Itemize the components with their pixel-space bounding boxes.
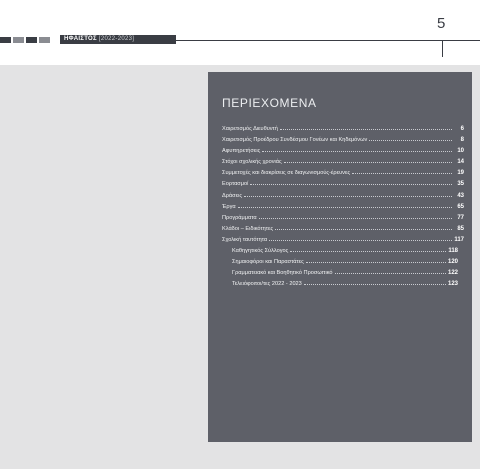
toc-list [222, 126, 464, 292]
toc-entry-page: 85 [457, 225, 464, 232]
toc-leader-dots [244, 196, 452, 197]
toc-leader-dots [280, 129, 452, 130]
toc-entry-page: 43 [457, 192, 464, 199]
toc-entry-label: Προγράμματα [222, 214, 257, 221]
header-bar-segment [39, 37, 50, 43]
toc-leader-dots [335, 273, 446, 274]
header-rule [176, 40, 480, 41]
toc-leader-dots [284, 162, 452, 163]
toc-subentry-page: 123 [447, 281, 458, 288]
toc-entry[interactable] [222, 159, 464, 170]
toc-subentry-page: 118 [448, 248, 458, 255]
toc-subentry-page: 120 [447, 259, 458, 266]
toc-subentry[interactable] [222, 270, 458, 281]
toc-leader-dots [290, 251, 446, 252]
toc-leader-dots [306, 262, 446, 263]
toc-subentry[interactable] [222, 259, 458, 270]
toc-leader-dots [352, 173, 452, 174]
publication-years: [2022-2023] [98, 36, 135, 42]
toc-entry-page: 19 [457, 170, 464, 177]
toc-entry[interactable] [222, 181, 464, 192]
toc-entry[interactable] [222, 215, 464, 226]
toc-entry[interactable] [222, 148, 464, 159]
page-number-tick [442, 41, 443, 57]
toc-entry[interactable] [222, 226, 464, 237]
toc-entry-label: Συμμετοχές και διακρίσεις σε διαγωνισμούς-έρευνες [222, 170, 351, 177]
toc-subentry-label: Τελειόφοιτοι/τες 2022 - 2023 [232, 281, 302, 288]
toc-leader-dots [304, 284, 446, 285]
toc-leader-dots [262, 151, 452, 152]
toc-entry-label: Έργα [222, 203, 236, 210]
toc-entry[interactable] [222, 237, 464, 248]
toc-leader-dots [369, 140, 452, 141]
toc-entry-label: Στόχοι σχολικής χρονιάς [222, 159, 282, 166]
toc-entry[interactable] [222, 126, 464, 137]
toc-entry-page: 35 [457, 181, 464, 188]
toc-entry-page: 8 [460, 137, 464, 144]
toc-entry-label: Δράσεις [222, 192, 243, 199]
toc-entry-label: Χαιρετισμός Διευθυντή [222, 126, 278, 132]
toc-entry[interactable] [222, 204, 464, 215]
toc-subentry-label: Γραμματειακό και Βοηθητικό Προσωπικό [232, 270, 333, 277]
toc-entry-page: 65 [457, 203, 464, 210]
toc-leader-dots [275, 229, 452, 230]
toc-entry-page: 6 [460, 126, 464, 132]
toc-entry-page: 14 [457, 159, 464, 166]
toc-leader-dots [269, 240, 452, 241]
toc-subentry[interactable] [222, 281, 458, 292]
toc-entry-label: Κλάδοι – Ειδικότητες [222, 225, 274, 232]
header-bar-segment [26, 37, 37, 43]
toc-entry-label: Αφυπηρετήσεις [222, 148, 261, 155]
toc-entry-label: Χαιρετισμός Προέδρου Συνδέσμου Γονέων και Κηδεμόνων [222, 137, 368, 144]
toc-subentry-label: Καθηγητικός Σύλλογος [232, 248, 289, 255]
toc-subentry-label: Σημαιοφόροι και Παραστάτες [232, 259, 304, 266]
toc-entry-page: 117 [454, 236, 464, 243]
toc-entry-label: Εορτασμοί [222, 181, 249, 188]
toc-subentry[interactable] [222, 248, 458, 259]
toc-entry[interactable] [222, 170, 464, 181]
toc-entry-page: 77 [457, 214, 464, 221]
toc-entry[interactable] [222, 137, 464, 148]
toc-leader-dots [259, 218, 452, 219]
toc-leader-dots [238, 207, 452, 208]
toc-heading: ΠΕΡΙΕΧΟΜΕΝΑ [222, 96, 317, 110]
publication-title: ΗΦΑΙΣΤΟΣ [64, 36, 97, 42]
toc-entry[interactable] [222, 193, 464, 204]
toc-entry-label: Σχολική ταυτότητα [222, 236, 268, 243]
header-bar-segment [13, 37, 24, 43]
table-of-contents-panel [208, 72, 472, 442]
toc-leader-dots [250, 184, 452, 185]
toc-entry-page: 10 [457, 148, 464, 155]
page-number: 5 [437, 15, 446, 32]
toc-subentry-page: 122 [447, 270, 458, 277]
header-bar-segment [0, 37, 11, 43]
header-title-band [60, 35, 176, 44]
